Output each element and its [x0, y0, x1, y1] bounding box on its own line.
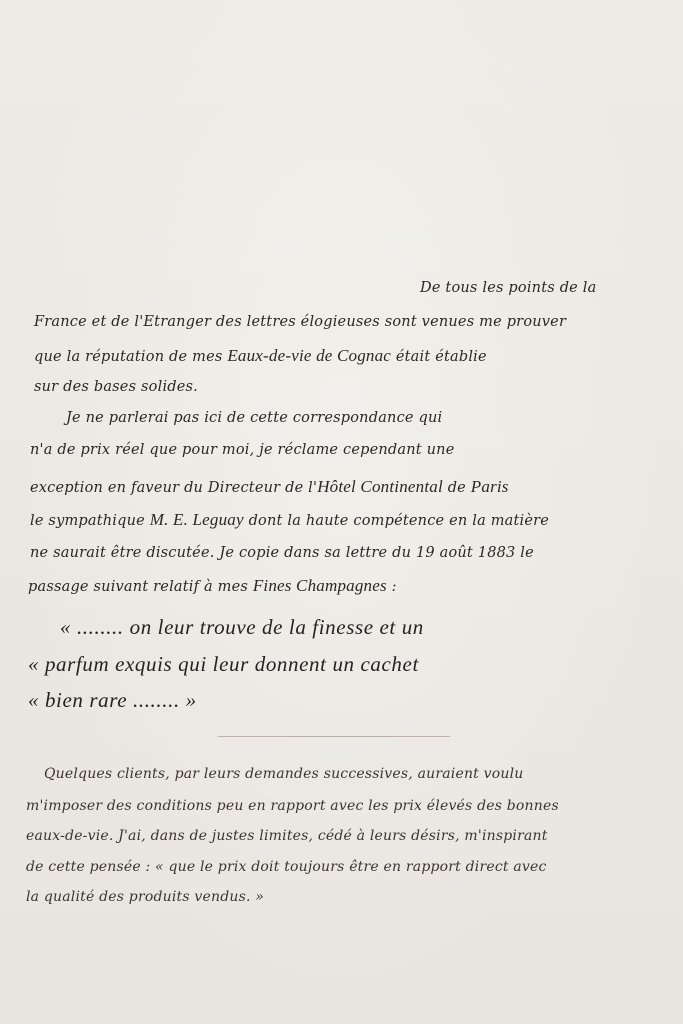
hotel-name: Hôtel Continental: [317, 477, 443, 496]
text-line: eaux-de-vie. J'ai, dans de justes limites, cédé à leurs désirs, m'inspirant: [26, 828, 548, 844]
text-line: sur des bases solides.: [34, 379, 198, 395]
text-segment: dont la haute compétence en la matière: [243, 513, 550, 529]
text-line: [28, 576, 397, 597]
text-segment: passage suivant relatif à mes: [28, 579, 253, 595]
product-name-cognac: Eaux-de-vie de Cognac: [227, 346, 392, 365]
text-segment: le sympathique: [30, 513, 150, 529]
quote-line: « parfum exquis qui leur donnent un cachet: [28, 652, 419, 676]
text-line: n'a de prix réel que pour moi, je réclame cependant une: [30, 442, 455, 458]
text-line: [30, 477, 509, 498]
quote-line: « bien rare ........ »: [28, 688, 197, 712]
text-line: la qualité des produits vendus. »: [26, 889, 265, 905]
text-segment: était établie: [391, 349, 487, 365]
text-line: de cette pensée : « que le prix doit toujours être en rapport direct avec: [26, 859, 547, 875]
section-divider: [218, 736, 450, 737]
text-line: France et de l'Etranger des lettres élogieuses sont venues me prouver: [34, 314, 567, 330]
text-line: [30, 510, 549, 531]
text-line: Je ne parlerai pas ici de cette correspondance qui: [66, 410, 443, 426]
text-segment: :: [386, 579, 397, 595]
quote-line: « ........ on leur trouve de la finesse et un: [60, 615, 424, 639]
text-segment: de: [442, 480, 471, 496]
text-line: ne saurait être discutée. Je copie dans sa lettre du 19 août 1883 le: [30, 545, 534, 561]
text-segment: que la réputation de mes: [34, 349, 228, 365]
city-name: Paris: [470, 477, 509, 496]
text-line: Quelques clients, par leurs demandes successives, auraient voulu: [44, 766, 524, 782]
text-line: m'imposer des conditions peu en rapport avec les prix élevés des bonnes: [26, 798, 559, 814]
text-line: De tous les points de la: [420, 280, 597, 296]
text-line: [34, 346, 487, 367]
text-segment: exception en faveur du Directeur de l': [30, 480, 318, 496]
director-name: M. E. Leguay: [149, 510, 244, 529]
product-name-champagnes: Fines Champagnes: [252, 576, 387, 595]
